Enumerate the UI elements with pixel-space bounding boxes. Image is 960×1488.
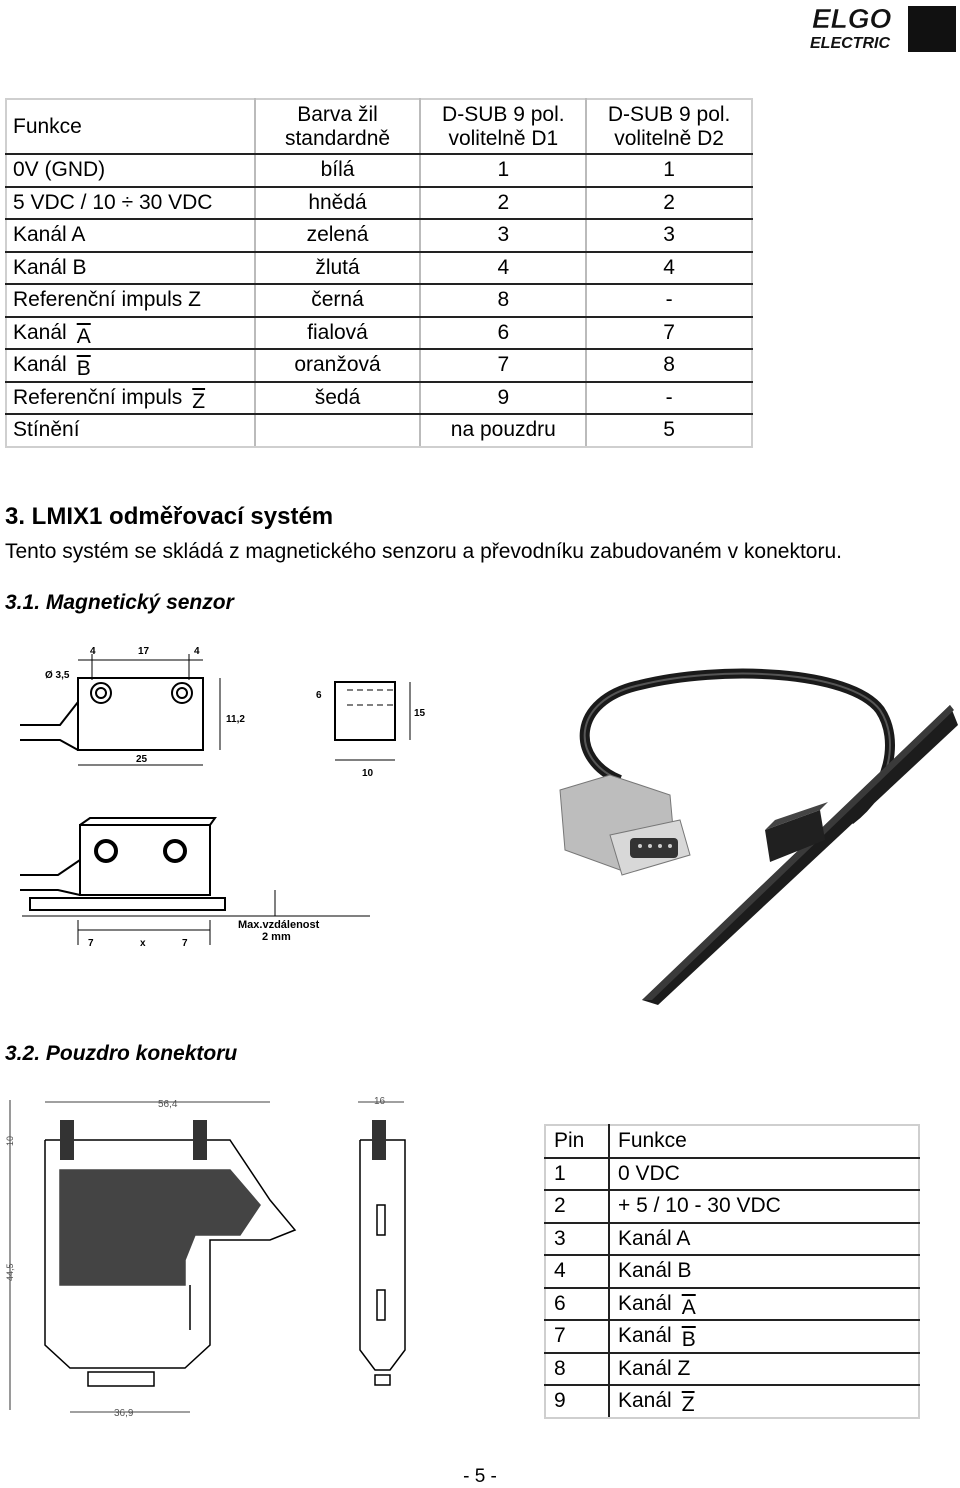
logo-text-elgo: ELGO: [812, 3, 892, 34]
cell-func: + 5 / 10 - 30 VDC: [609, 1190, 919, 1223]
note-2mm: 2 mm: [262, 931, 291, 943]
cell-func: [609, 1288, 919, 1321]
cell-d2: 3: [586, 219, 752, 252]
cell-func: Referenční impuls Z: [6, 284, 255, 317]
inverted-signal: $\overline{B}$: [681, 1328, 696, 1352]
cell-func: 0V (GND): [6, 154, 255, 187]
header-barva: [255, 99, 421, 154]
cell-func: [609, 1320, 919, 1353]
table-row: [6, 219, 752, 252]
cell-func: Stínění: [6, 414, 255, 447]
inverted-signal: $\overline{A}$: [681, 1295, 696, 1319]
table-row: [6, 252, 752, 285]
cell-color: fialová: [255, 317, 421, 350]
cell-d2: 1: [586, 154, 752, 187]
wiring-table: [5, 98, 753, 448]
cell-d2: 4: [586, 252, 752, 285]
dim-15: 15: [414, 708, 426, 719]
header-barva-l1: Barva žil: [297, 102, 378, 126]
cell-d1: 1: [420, 154, 586, 187]
cell-func: [6, 349, 255, 382]
cell-func-text: Kanál: [618, 1324, 672, 1348]
note-max-distance: Max.vzdálenost: [238, 919, 320, 931]
table-row: [545, 1158, 919, 1191]
cell-func-text: Kanál: [13, 320, 67, 344]
cell-func: Kanál Z: [609, 1353, 919, 1386]
table-row: [545, 1190, 919, 1223]
cell-func: 0 VDC: [609, 1158, 919, 1191]
section-3-heading: 3. LMIX1 odměřovací systém: [5, 503, 334, 530]
dim-4a: 4: [90, 646, 96, 657]
cell-d1: 6: [420, 317, 586, 350]
table-row: [6, 414, 752, 447]
cell-d1: 9: [420, 382, 586, 415]
cell-d2: 5: [586, 414, 752, 447]
cell-func: Kanál A: [609, 1223, 919, 1256]
cell-color: zelená: [255, 219, 421, 252]
header-d1-l2: volitelně D1: [448, 126, 559, 150]
pin-table-header: [545, 1125, 919, 1158]
page-number: - 5 -: [463, 1466, 497, 1487]
dim-7a: 7: [88, 938, 94, 949]
header-d1-l1: D-SUB 9 pol.: [442, 102, 565, 126]
cell-func: Kanál B: [6, 252, 255, 285]
pin-table: [544, 1124, 920, 1419]
table-row: [545, 1385, 919, 1418]
logo-text-electric: ELECTRIC: [810, 35, 890, 52]
dim-16: 16: [374, 1096, 386, 1107]
product-photo: [550, 650, 958, 1010]
dim-7b: 7: [182, 938, 188, 949]
cell-d1: 3: [420, 219, 586, 252]
table-row: [6, 154, 752, 187]
table-row: [6, 317, 752, 350]
sensor-drawing: [10, 640, 430, 960]
header-funkce: Funkce: [6, 99, 255, 154]
dim-4b: 4: [194, 646, 200, 657]
cell-d2: -: [586, 284, 752, 317]
connector-housing-drawing: [0, 1090, 420, 1420]
cell-func: Kanál A: [6, 219, 255, 252]
cell-d1: 8: [420, 284, 586, 317]
dim-36-9: 36,9: [114, 1408, 134, 1419]
table-row: [545, 1255, 919, 1288]
cell-d2: 8: [586, 349, 752, 382]
cell-func-text: Kanál: [618, 1291, 672, 1315]
cell-func-a: 5 VDC / 10: [13, 190, 116, 214]
inverted-signal: $\overline{A}$: [76, 324, 91, 348]
cell-func: [6, 187, 255, 220]
cell-d1: 7: [420, 349, 586, 382]
cell-pin: 1: [545, 1158, 609, 1191]
cell-func: [609, 1385, 919, 1418]
cell-func-text: Kanál: [13, 353, 67, 377]
cell-d2: 7: [586, 317, 752, 350]
inverted-signal: $\overline{B}$: [76, 357, 91, 381]
cell-color: [255, 414, 421, 447]
header-d2-l2: volitelně D2: [614, 126, 724, 150]
cell-func: Kanál B: [609, 1255, 919, 1288]
cell-pin: 6: [545, 1288, 609, 1321]
dim-10: 10: [5, 1135, 15, 1146]
cell-pin: 8: [545, 1353, 609, 1386]
cell-pin: 3: [545, 1223, 609, 1256]
header-pin: Pin: [545, 1125, 609, 1158]
table-row: [6, 284, 752, 317]
cell-func-text: Referenční impuls: [13, 385, 183, 409]
dim-x: x: [140, 938, 146, 949]
table-row: [545, 1288, 919, 1321]
cell-color: černá: [255, 284, 421, 317]
cell-color: oranžová: [255, 349, 421, 382]
table-row: [6, 187, 752, 220]
cell-func-b: 30 VDC: [138, 190, 213, 214]
cell-d1: 4: [420, 252, 586, 285]
dim-25: 25: [136, 754, 148, 765]
cell-color: žlutá: [255, 252, 421, 285]
cell-func: [6, 382, 255, 415]
cell-color: hnědá: [255, 187, 421, 220]
table-row: [545, 1320, 919, 1353]
table-row: [545, 1353, 919, 1386]
cell-pin: 7: [545, 1320, 609, 1353]
dim-44-5: 44,5: [5, 1263, 15, 1281]
header-funkce: Funkce: [609, 1125, 919, 1158]
cell-d1: na pouzdru: [420, 414, 586, 447]
section-3-text: Tento systém se skládá z magnetického senzoru a převodníku zabudovaném v konektoru.: [5, 540, 842, 563]
cell-d1: 2: [420, 187, 586, 220]
cell-d2: 2: [586, 187, 752, 220]
cell-color: bílá: [255, 154, 421, 187]
cell-func: [6, 317, 255, 350]
table-header-row: [6, 99, 752, 154]
table-row: [6, 349, 752, 382]
dim-11-2: 11,2: [226, 714, 245, 725]
dim-17: 17: [138, 646, 150, 657]
cell-pin: 9: [545, 1385, 609, 1418]
header-d2-l1: D-SUB 9 pol.: [607, 102, 731, 126]
division-symbol: ÷: [121, 190, 134, 214]
cell-pin: 4: [545, 1255, 609, 1288]
cell-color: šedá: [255, 382, 421, 415]
dim-56-4: 56,4: [158, 1099, 178, 1110]
cell-func-text: Kanál: [618, 1389, 672, 1413]
header-d1: [420, 99, 586, 154]
section-3-2-heading: 3.2. Pouzdro konektoru: [5, 1042, 238, 1065]
table-row: [545, 1223, 919, 1256]
inverted-signal: $\overline{Z}$: [192, 389, 206, 413]
table-row: [6, 382, 752, 415]
dim-hole: Ø 3,5: [45, 670, 70, 681]
cell-pin: 2: [545, 1190, 609, 1223]
header-barva-l2: standardně: [284, 126, 391, 150]
inverted-signal: $\overline{Z}$: [681, 1393, 695, 1417]
cell-d2: -: [586, 382, 752, 415]
elgo-electric-logo: [806, 2, 958, 54]
dim-10: 10: [362, 768, 374, 779]
header-d2: [586, 99, 752, 154]
section-3-1-heading: 3.1. Magnetický senzor: [5, 591, 234, 614]
dim-6: 6: [316, 690, 322, 701]
